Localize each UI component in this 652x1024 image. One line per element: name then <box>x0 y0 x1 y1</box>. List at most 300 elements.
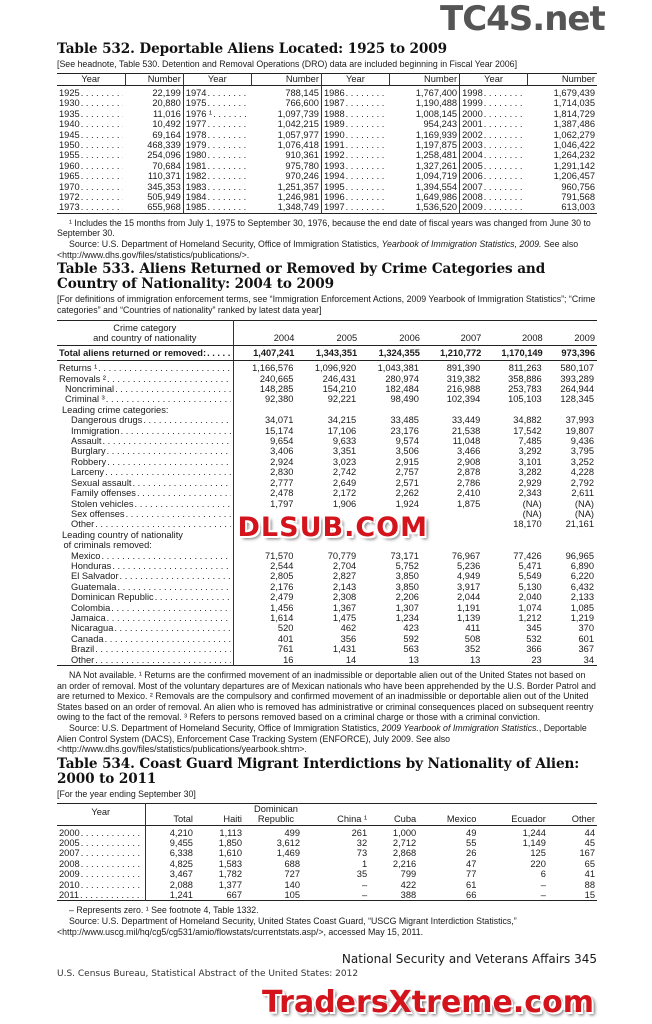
value-cell: 2,704 <box>332 560 357 571</box>
value-cell: 65 <box>584 858 595 869</box>
row-label-cell <box>57 582 233 592</box>
row-label-cell <box>57 571 233 581</box>
table-row <box>57 415 597 425</box>
dot-leader <box>207 140 249 150</box>
dot-leader <box>105 467 230 477</box>
dot-leader <box>207 182 249 192</box>
row-label <box>462 171 526 181</box>
dot-leader <box>81 859 143 869</box>
value-cell: 1,212 <box>518 612 542 623</box>
value-cell: 1,043,381 <box>377 363 419 374</box>
row-label <box>186 109 250 119</box>
value-cell: 3,252 <box>570 456 594 467</box>
table-row <box>57 85 597 98</box>
value-cell: 5,752 <box>395 560 419 571</box>
col-header-year: Year <box>57 73 125 85</box>
value-cell: 1,875 <box>457 498 481 509</box>
label-text: 1930 <box>59 98 80 109</box>
table-532-headnote: [See headnote, Table 530. Detention and Removal Operations (DRO) data are included beginning in Fiscal Year 2006] <box>57 59 518 69</box>
value-cell: 3,023 <box>332 456 357 467</box>
row-label-cell <box>57 436 233 446</box>
row-label <box>324 171 388 181</box>
year-cell <box>57 202 125 213</box>
value-cell: 1,343,351 <box>296 345 359 360</box>
year-cell <box>183 85 251 98</box>
dot-leader <box>111 603 230 613</box>
value-cell: 1,456 <box>270 602 294 613</box>
label-text: 1982 <box>185 171 207 182</box>
value-cell: 37,993 <box>565 415 594 426</box>
value-cell: 71,570 <box>264 550 294 561</box>
dot-leader <box>207 98 249 108</box>
row-label <box>59 202 123 212</box>
row-label-cell <box>57 374 233 384</box>
value-cell: 220 <box>530 858 546 869</box>
value-cell: 2,176 <box>270 581 294 592</box>
value-cell: 6,432 <box>570 581 594 592</box>
value-cell: 3,292 <box>518 446 542 457</box>
value-cell: 96,965 <box>565 550 594 561</box>
number-cell: 655,968 <box>125 202 183 213</box>
table-row <box>57 161 597 171</box>
label-text: 2004 <box>462 150 483 161</box>
table-row <box>57 436 597 446</box>
row-label-cell <box>57 361 233 374</box>
year-cell <box>57 119 125 129</box>
label-text: Criminal ³ <box>65 394 105 405</box>
dot-leader <box>98 363 230 373</box>
dot-leader <box>207 192 249 202</box>
row-label-cell <box>57 634 233 644</box>
value-cell: – <box>361 879 368 890</box>
label-text: 1984 <box>185 191 207 202</box>
label-text: 2002 <box>462 129 483 140</box>
dot-leader <box>484 88 526 98</box>
table-row <box>57 603 597 613</box>
value-cell: 1,113 <box>219 827 242 838</box>
dot-leader <box>346 171 388 181</box>
value-cell: 45 <box>584 837 595 848</box>
value-cell: 2,830 <box>270 467 294 478</box>
row-label-cell <box>57 603 233 613</box>
value-cell: 73 <box>356 848 368 859</box>
label-text: Assault <box>71 436 102 447</box>
value-cell: 423 <box>403 623 419 634</box>
value-cell: 592 <box>403 633 419 644</box>
value-cell: 563 <box>403 644 419 655</box>
year-cell <box>460 98 528 108</box>
value-cell: 240,665 <box>259 373 294 384</box>
source-note: Source: U.S. Department of Homeland Security, Office of Immigration Statistics, 2009 Yearbook of Immigration Statistics., Deportable Alien Control System (DACS), Enforcement Case Tracking System (ENFORCE), July 2009. See also <http://www.dhs.gov/files/statistics/publications/yearbook.shtm>. <box>57 722 587 755</box>
dot-leader <box>484 140 526 150</box>
table-row <box>57 582 597 592</box>
number-cell: 1,251,357 <box>251 182 321 192</box>
table-row <box>57 838 597 848</box>
row-label <box>59 499 231 509</box>
table-row <box>57 426 597 436</box>
dot-leader <box>115 384 230 394</box>
label-text: 1973 <box>59 202 80 213</box>
label-text: 1960 <box>59 160 80 171</box>
number-cell: 505,949 <box>125 192 183 202</box>
label-text: 2003 <box>462 139 483 150</box>
dot-leader <box>107 457 230 467</box>
value-cell: 6,890 <box>570 560 594 571</box>
value-cell <box>359 405 422 415</box>
label-text: 2007 <box>59 848 80 859</box>
number-cell: 254,096 <box>125 150 183 160</box>
value-cell: 2,088 <box>169 879 193 890</box>
value-cell: 2,868 <box>392 848 417 859</box>
number-cell: 1,246,981 <box>251 192 321 202</box>
value-cell: 580,107 <box>560 363 594 374</box>
value-cell: 3,467 <box>169 869 193 880</box>
value-cell: 1,469 <box>276 848 300 859</box>
label-text: 1940 <box>59 119 80 130</box>
row-label <box>59 869 143 879</box>
value-cell: 21,538 <box>451 425 481 436</box>
dot-leader <box>207 130 249 140</box>
value-cell: 370 <box>578 623 594 634</box>
value-cell: 1,614 <box>270 612 294 623</box>
number-cell: 70,684 <box>125 161 183 171</box>
year-cell <box>460 140 528 150</box>
value-cell: 9,633 <box>332 436 357 447</box>
year-cell <box>57 869 145 879</box>
label-text: Brazil <box>71 644 95 655</box>
value-cell: 182,484 <box>385 384 419 395</box>
year-cell <box>57 150 125 160</box>
col-header-year: 2005 <box>336 333 358 344</box>
value-cell: (NA) <box>574 498 594 509</box>
value-cell: 15,174 <box>264 425 294 436</box>
row-label <box>186 202 250 212</box>
value-cell: 264,944 <box>560 384 594 395</box>
value-cell: 34,071 <box>264 415 294 426</box>
label-text: 1935 <box>59 108 80 119</box>
value-cell: 47 <box>466 858 477 869</box>
row-label <box>59 880 143 890</box>
dot-leader <box>101 551 230 561</box>
col-header-number: Number <box>389 73 459 85</box>
label-text: 2000 <box>59 827 80 838</box>
value-cell: 667 <box>226 889 242 900</box>
dot-leader <box>81 880 143 890</box>
table-532-notes <box>57 218 597 260</box>
value-cell: 73,171 <box>390 550 419 561</box>
dot-leader <box>346 161 388 171</box>
dot-leader <box>95 519 230 529</box>
year-cell <box>57 98 125 108</box>
label-text: 1970 <box>59 181 80 192</box>
label-text: 1998 <box>462 87 483 98</box>
label-text: 2000 <box>462 108 483 119</box>
value-cell: 125 <box>530 848 546 859</box>
value-cell: 70,779 <box>327 550 357 561</box>
number-cell: 960,756 <box>561 181 595 192</box>
label-text: 1991 <box>323 139 345 150</box>
label-text: Dominican Republic <box>71 592 154 603</box>
dot-leader <box>484 202 526 212</box>
value-cell: 3,466 <box>457 446 481 457</box>
dot-leader <box>81 202 123 212</box>
value-cell: 148,285 <box>259 384 294 395</box>
value-cell: 2,410 <box>457 488 481 499</box>
dot-leader <box>207 119 249 129</box>
value-cell: 16 <box>283 654 294 665</box>
value-cell: 1,797 <box>270 498 294 509</box>
row-label-cell <box>57 488 233 498</box>
row-label <box>186 161 250 171</box>
value-cell: 21,161 <box>565 519 594 530</box>
row-label <box>59 150 123 160</box>
label-text: Dangerous drugs <box>71 415 143 426</box>
dot-leader <box>81 838 143 848</box>
table-row <box>57 848 597 858</box>
number-cell: 1,046,422 <box>553 139 595 150</box>
total-row <box>57 345 597 360</box>
dot-leader <box>132 478 230 488</box>
col-header: Mexico <box>446 813 477 824</box>
row-label <box>324 130 388 140</box>
value-cell: 92,380 <box>264 394 294 405</box>
label-text: Mexico <box>71 550 101 561</box>
label-text: Honduras <box>71 560 112 571</box>
value-cell: 23 <box>531 654 542 665</box>
value-cell: 3,612 <box>276 837 300 848</box>
number-cell: 345,353 <box>125 182 183 192</box>
label-text: 1945 <box>59 129 80 140</box>
dot-leader <box>207 171 249 181</box>
row-label <box>59 140 123 150</box>
number-cell: 1,197,875 <box>389 140 459 150</box>
label-text: 1992 <box>323 150 345 161</box>
value-cell: 44 <box>584 827 595 838</box>
row-label <box>59 384 231 394</box>
value-cell: 14 <box>345 654 357 665</box>
value-cell <box>233 405 296 415</box>
value-cell: 19,807 <box>565 425 594 436</box>
dot-leader <box>484 192 526 202</box>
value-cell <box>483 405 544 415</box>
number-cell: 1,076,418 <box>251 140 321 150</box>
dot-leader <box>207 88 249 98</box>
table-533-notes <box>57 670 597 755</box>
value-cell: 34,215 <box>327 415 357 426</box>
value-cell: 98,490 <box>390 394 419 405</box>
table-row <box>57 634 597 644</box>
label-text: 1972 <box>59 191 80 202</box>
row-label <box>59 634 231 644</box>
dot-leader <box>207 161 249 171</box>
dot-leader <box>137 488 231 498</box>
table-row <box>57 655 597 666</box>
value-cell: – <box>540 879 546 890</box>
label-text: Removals ² <box>59 373 107 384</box>
row-label <box>324 202 388 212</box>
year-cell <box>183 130 251 140</box>
row-label-cell <box>57 457 233 467</box>
year-cell <box>321 140 389 150</box>
number-cell: 954,243 <box>389 119 459 129</box>
year-cell <box>57 85 125 98</box>
dot-leader <box>81 192 123 202</box>
dot-leader <box>155 592 231 602</box>
dot-leader <box>112 561 230 571</box>
value-cell: 1,782 <box>218 869 242 880</box>
table-row <box>57 869 597 879</box>
label-text: 1978 <box>185 129 207 140</box>
value-cell: 2,544 <box>270 560 294 571</box>
label-text: Jamaica <box>71 612 106 623</box>
col-header-year: 2006 <box>399 333 420 344</box>
value-cell: 462 <box>340 623 357 634</box>
row-label <box>462 130 526 140</box>
value-cell: 4,949 <box>457 571 481 582</box>
number-cell: 788,145 <box>251 85 321 98</box>
dot-leader <box>346 182 388 192</box>
number-cell: 11,016 <box>125 109 183 119</box>
dot-leader <box>346 202 388 212</box>
label-text: 1986 <box>323 87 345 98</box>
label-text: 1993 <box>323 160 345 171</box>
number-cell: 1,097,739 <box>251 109 321 119</box>
value-cell: 5,236 <box>457 560 481 571</box>
row-label <box>59 88 123 98</box>
value-cell: 532 <box>526 633 542 644</box>
dot-leader <box>103 436 231 446</box>
row-label <box>186 192 250 202</box>
row-label <box>59 603 231 613</box>
number-cell: 10,492 <box>125 119 183 129</box>
label-text: 1975 <box>185 98 207 109</box>
number-cell: 910,361 <box>251 150 321 160</box>
col-header-number: Number <box>251 73 321 85</box>
value-cell: 1,475 <box>332 612 357 623</box>
year-cell <box>321 119 389 129</box>
label-text: Other <box>71 654 95 665</box>
value-cell: (NA) <box>522 508 542 519</box>
value-cell: 246,431 <box>322 373 357 384</box>
value-cell: 1,210,772 <box>422 345 483 360</box>
row-label <box>59 509 231 519</box>
number-cell: 1,169,939 <box>389 130 459 140</box>
value-cell: 358,886 <box>508 373 542 384</box>
value-cell: 1,166,576 <box>252 363 294 374</box>
value-cell: 1,244 <box>522 827 546 838</box>
value-cell: 2,133 <box>570 592 594 603</box>
value-cell: 17,542 <box>513 425 542 436</box>
value-cell: 1,139 <box>457 612 481 623</box>
row-label <box>324 88 388 98</box>
value-cell: 2,908 <box>457 456 481 467</box>
label-text: 1983 <box>185 181 207 192</box>
value-cell <box>483 530 544 540</box>
dot-leader <box>120 571 231 581</box>
number-cell: 1,767,400 <box>389 85 459 98</box>
page-footer-section: National Security and Veterans Affairs 345 <box>341 952 597 966</box>
row-label-cell <box>57 446 233 456</box>
value-cell: 2,143 <box>332 581 357 592</box>
row-label <box>186 130 250 140</box>
dot-leader <box>81 98 123 108</box>
number-cell: 1,536,520 <box>389 202 459 213</box>
label-text: 2005 <box>59 837 80 848</box>
value-cell: 388 <box>400 889 417 900</box>
watermark-logo-bottom: TradersXtreme.com <box>262 985 594 1020</box>
table-row <box>57 613 597 623</box>
table-532 <box>57 73 597 214</box>
label-text: 2005 <box>462 160 483 171</box>
year-cell <box>321 202 389 213</box>
row-label <box>59 119 123 129</box>
page-footer-publisher: U.S. Census Bureau, Statistical Abstract of the United States: 2012 <box>57 969 359 979</box>
value-cell: 3,850 <box>395 571 419 582</box>
value-cell: 4,825 <box>169 858 193 869</box>
value-cell: 9,436 <box>570 436 594 447</box>
dot-leader <box>207 150 249 160</box>
value-cell: 9,455 <box>169 837 193 848</box>
label-text: 1994 <box>323 171 345 182</box>
value-cell: 167 <box>579 848 595 859</box>
table-row <box>57 478 597 488</box>
row-label <box>59 426 231 436</box>
row-label <box>59 838 143 848</box>
table-row <box>57 592 597 602</box>
label-text: 2001 <box>462 119 483 130</box>
col-header-number: Number <box>561 73 595 84</box>
year-cell <box>321 130 389 140</box>
table-row <box>57 859 597 869</box>
value-cell: 1,234 <box>395 612 419 623</box>
year-cell <box>460 161 528 171</box>
value-cell: 393,289 <box>560 373 594 384</box>
col-header: Dominican Republic <box>254 803 298 824</box>
notes: – Represents zero. ¹ See footnote 4, Table 1332. <box>69 905 259 916</box>
row-label <box>462 202 526 212</box>
row-label <box>462 119 526 129</box>
number-cell: 20,880 <box>125 98 183 108</box>
number-cell: 1,679,439 <box>553 87 595 98</box>
value-cell: 2,206 <box>395 592 419 603</box>
number-cell: 1,057,977 <box>251 130 321 140</box>
year-cell <box>183 171 251 181</box>
label-text: Returns ¹ <box>59 363 98 374</box>
number-cell: 1,062,279 <box>553 129 595 140</box>
label-text: 2009 <box>462 202 483 213</box>
number-cell: 1,327,261 <box>389 161 459 171</box>
value-cell <box>545 540 597 550</box>
row-label <box>59 394 231 404</box>
value-cell: 367 <box>578 644 594 655</box>
label-text: 1979 <box>185 139 207 150</box>
value-cell: 49 <box>466 827 477 838</box>
value-cell: 33,449 <box>451 415 481 426</box>
value-cell: 2,262 <box>395 488 419 499</box>
table-534-notes <box>57 905 597 937</box>
row-label <box>59 592 231 602</box>
value-cell: 2,924 <box>270 456 294 467</box>
value-cell: 2,827 <box>332 571 357 582</box>
value-cell: 6,338 <box>169 848 193 859</box>
year-cell <box>57 192 125 202</box>
value-cell: 4,210 <box>169 827 193 838</box>
row-label-cell <box>57 394 233 404</box>
row-label <box>462 150 526 160</box>
value-cell: 105 <box>284 889 300 900</box>
value-cell: 2,571 <box>395 477 419 488</box>
number-cell: 1,258,481 <box>389 150 459 160</box>
